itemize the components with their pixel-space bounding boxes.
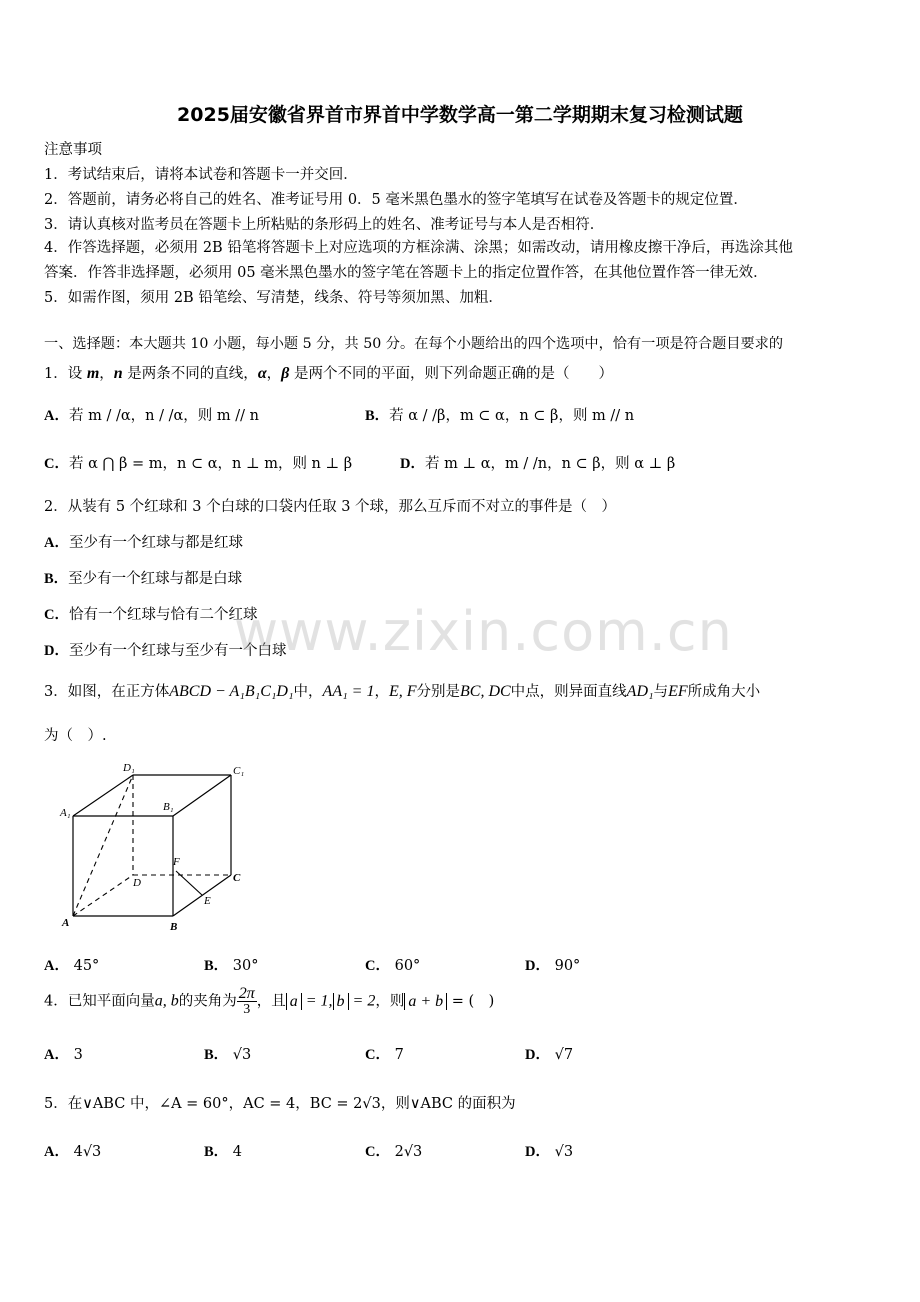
q5-option-d[interactable]: D． √3 <box>525 1144 574 1160</box>
q1-option-a[interactable]: A．若 m / /α，n / /α，则 m // n <box>44 408 259 424</box>
page-title: 2025届安徽省界首市界首中学数学高一第二学期期末复习检测试题 <box>177 104 743 126</box>
q3-option-c[interactable]: C． 60° <box>365 958 421 974</box>
label-C1: C₁ <box>233 765 245 777</box>
q1-option-c[interactable]: C．若 α ⋂ β = m，n ⊂ α，n ⊥ m，则 n ⊥ β <box>44 456 353 472</box>
notice-item: 4．作答选择题，必须用 2B 铅笔将答题卡上对应选项的方框涂满、涂黑；如需改动，请用橡皮擦干净后，再选涂其他 <box>44 240 793 256</box>
notice-item: 3．请认真核对监考员在答题卡上所粘贴的条形码上的姓名、准考证号与本人是否相符． <box>44 217 605 233</box>
label-C: C <box>233 872 241 884</box>
q2-option-d[interactable]: D．至少有一个红球与至少有一个白球 <box>44 643 287 659</box>
q5-option-b[interactable]: B． 4 <box>204 1144 243 1160</box>
fraction: $\frac{2\pi}{3}$ <box>238 985 255 1017</box>
q5-option-a[interactable]: A． 4√3 <box>44 1144 102 1160</box>
q4-option-c[interactable]: C． 7 <box>365 1047 404 1063</box>
q4-option-b[interactable]: B． √3 <box>204 1047 252 1063</box>
question-2-stem: 2．从装有 5 个红球和 3 个白球的口袋内任取 3 个球，那么互斥而不对立的事件是（ ） <box>44 499 617 515</box>
q2-option-a[interactable]: A．至少有一个红球与都是红球 <box>44 535 243 551</box>
cube-figure <box>55 758 255 938</box>
notice-item: 2．答题前，请务必将自己的姓名、准考证号用 0．5 毫米黑色墨水的签字笔填写在试卷及答题卡的规定位置． <box>44 192 748 208</box>
label-F: F <box>173 856 180 868</box>
q3-option-a[interactable]: A． 45° <box>44 958 100 974</box>
question-1-stem: 1．设 m，n 是两条不同的直线，α，β 是两个不同的平面，则下列命题正确的是（ ） <box>44 365 613 382</box>
notice-item: 答案．作答非选择题，必须用 05 毫米黑色墨水的签字笔在答题卡上的指定位置作答，在其他位置作答一律无效． <box>44 265 768 281</box>
label-B: B <box>170 921 178 933</box>
section-heading: 一、选择题：本大题共 10 小题，每小题 5 分，共 50 分。在每个小题给出的四个选项中，恰有一项是符合题目要求的 <box>44 336 784 352</box>
question-5-stem: 5．在∨ABC 中，∠A = 60°，AC = 4，BC = 2√3，则∨ABC 的面积为 <box>44 1096 516 1112</box>
notice-heading: 注意事项 <box>44 142 102 158</box>
question-3-stem-cont: 为（ ）. <box>44 728 107 744</box>
q3-option-d[interactable]: D． 90° <box>525 958 581 974</box>
question-4-stem: 4．已知平面向量a, b的夹角为 $\frac{2\pi}{3}$ ，且 a = 1, b = 2，则 a + b = ( ) <box>44 985 495 1017</box>
watermark: www.zixin.com.cn <box>234 600 733 663</box>
question-3-stem: 3．如图，在正方体ABCD − A₁B₁C₁D₁中，AA₁ = 1，E, F分别是BC, DC中点，则异面直线AD₁与EF所成角大小 <box>44 683 761 700</box>
label-B1: B₁ <box>163 801 174 813</box>
label-A: A <box>62 917 70 929</box>
q2-option-b[interactable]: B．至少有一个红球与都是白球 <box>44 571 243 587</box>
q3-option-b[interactable]: B． 30° <box>204 958 259 974</box>
label-D: D <box>133 877 141 889</box>
notice-item: 5．如需作图，须用 2B 铅笔绘、写清楚，线条、符号等须加黑、加粗． <box>44 290 503 306</box>
q2-option-c[interactable]: C．恰有一个红球与恰有二个红球 <box>44 607 258 623</box>
q4-option-a[interactable]: A． 3 <box>44 1047 83 1063</box>
q1-option-d[interactable]: D．若 m ⊥ α，m / /n，n ⊂ β，则 α ⊥ β <box>400 456 676 472</box>
notice-item: 1．考试结束后，请将本试卷和答题卡一并交回． <box>44 167 358 183</box>
q1-option-b[interactable]: B．若 α / /β，m ⊂ α，n ⊂ β，则 m // n <box>365 408 635 424</box>
label-D1: D₁ <box>123 762 135 774</box>
q5-option-c[interactable]: C． 2√3 <box>365 1144 423 1160</box>
q4-option-d[interactable]: D． √7 <box>525 1047 574 1063</box>
label-E: E <box>204 895 211 907</box>
label-A1: A₁ <box>60 807 71 819</box>
